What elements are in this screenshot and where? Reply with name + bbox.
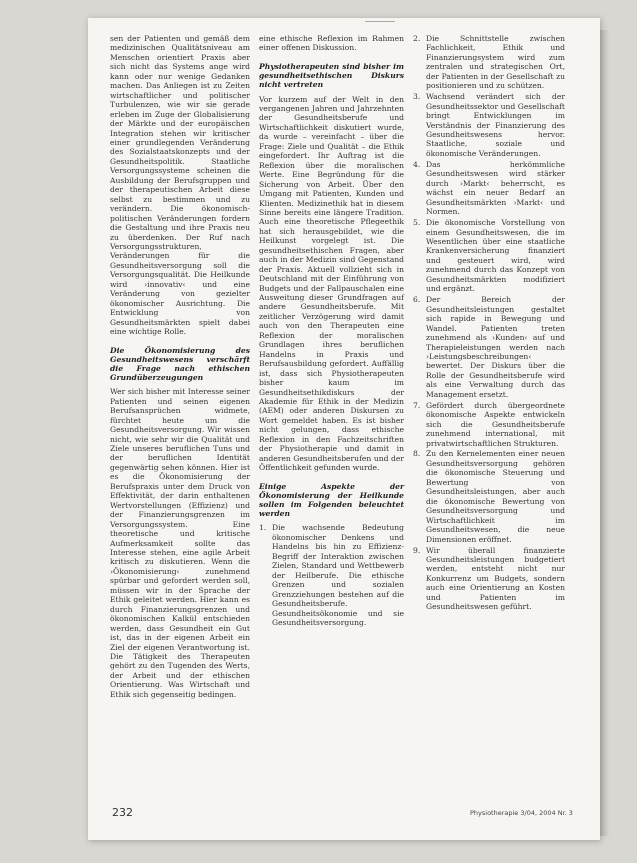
list-item-text: Wachsend verändert sich der Gesundheitssektor und Gesellschaft bringt Entwicklungen im Verständnis der Finanzierung des Gesundheitswesens hervor. Staatliche, soziale und ökonomische Veränderungen.	[426, 92, 565, 158]
paragraph: eine ethische Reflexion im Rahmen einer offenen Diskussion.	[259, 34, 404, 53]
list-item	[413, 449, 565, 544]
list-item	[413, 34, 565, 91]
numbered-list	[259, 523, 404, 627]
column-2	[259, 34, 404, 629]
list-item	[413, 295, 565, 399]
list-item-number: 3.	[413, 92, 421, 102]
list-item	[413, 160, 565, 217]
list-item	[413, 218, 565, 294]
list-item-text: Gefördert durch übergeordnete ökonomische Aspekte entwickeln sich die Gesundheitsberufe zunehmend international, mit privatwirtschaftlichen Strukturen.	[426, 400, 565, 448]
list-item-number: 2.	[413, 34, 421, 43]
numbered-list	[413, 34, 565, 612]
list-item-number: 7.	[413, 400, 421, 410]
list-item-text: Zu den Kernelementen einer neuen Gesundheitsversorgung gehören die ökonomische Steuerung und Bewertung von Gesundheitsleistungen, aber auch die ökonomische Bewertung von Gesundheitsversorgung und Wirtschaftlichkeit im Gesundheitswesen, die neue Dimensionen eröffnet.	[426, 449, 565, 544]
section-heading: Einige Aspekte der Ökonomisierung der Heilkunde sollen im Folgenden beleuchtet werden	[259, 481, 404, 519]
list-item-text: Der Bereich der Gesundheitsleistungen gestaltet sich rapide in Bewegung und Wandel. Patienten treten zunehmend als ›Kunden‹ auf und Therapieleistungen werden nach ›Leistungsbeschreibungen‹ bewertet. Der Diskurs über die Rolle der Gesundheitsberufe wird als eine Verwaltung durch das Management ersetzt.	[426, 295, 565, 399]
list-item-text: Das herkömmliche Gesundheitswesen wird stärker durch ›Markt‹ beherrscht, es wächst ein neuer Bedarf an Gesundheitsmärkten ›Markt‹ und Normen.	[426, 159, 565, 217]
journal-footer: Physiotherapie 3/04, 2004 Nr. 3	[470, 809, 573, 817]
paragraph: Wer sich bisher mit Interesse seiner Patienten und seinen eigenen Berufsansprüchen widmete, fürchtet heute um die Gesundheitsversorgung. Wir wissen nicht, wie sehr wir die Qualität und Ziele unseres beruflichen Tuns und der beruflichen Identität gegenwärtig sehen können. Hier ist es die Ökonomisierung der Berufspraxis unter dem Druck von Effektivität, der darin enthaltenen Wertvorstellungen (Effizienz) und der Finanzierungsgrenzen im Versorgungssystem. Eine theoretische und kritische Aufmerksamkeit sollte das Interesse stehen, eine agile Arbeit kritisch zu diskutieren. Wenn die ›Ökonomisierung‹ zunehmend spürbar und gefordert werden soll, müssen wir in der Sprache der Ethik geleitet werden. Hier kann es durch Finanzierungsgrenzen und ökonomischen Kalkül entschieden werden, dass Gesundheit ein Gut ist, das in der eigenen Arbeit ein Ziel der eigenen Verantwortung ist. Die Tätigkeit des Therapeuten gehört zu den Tugenden des Werts, der Arbeit und der ethischen Orientierung. Was Wirtschaft und Ethik sich gegenseitig bedingen.	[110, 387, 250, 699]
column-3	[413, 34, 565, 613]
list-item-number: 1.	[259, 523, 267, 533]
list-item-number: 5.	[413, 218, 421, 228]
list-item-text: Die wachsende Bedeutung ökonomischer Denkens und Handelns bis hin zu Effizienz-Begriff der Interaktion zwischen Zielen, Standard und Wettbewerb der Heilberufe. Die ethische Grenzen und sozialen Grenzziehungen bestehen auf die Gesundheitsberufe. Gesundheitsökonomie und sie Gesundheitsversorgung.	[272, 523, 404, 627]
page-shadow	[600, 30, 610, 836]
list-item	[413, 546, 565, 612]
header-rule	[365, 21, 395, 22]
list-item-number: 6.	[413, 295, 421, 305]
section-heading: Physiotherapeuten sind bisher im gesundheitsethischen Diskurs nicht vertreten	[259, 61, 404, 90]
list-item-text: Die Schnittstelle zwischen Fachlichkeit, Ethik und Finanzierungsystem wird zum zentralen und strategischen Ort, der Patienten in der Gesellschaft zu positionieren und zu schützen.	[426, 34, 565, 91]
list-item-text: Wir überall finanzierte Gesundheitsleistungen budgetiert werden, entsteht nicht nur Konkurrenz um Budgets, sondern auch eine Orientierung an Kosten und Patienten im Gesundheitswesen geführt.	[426, 545, 565, 612]
list-item	[413, 92, 565, 158]
paragraph: Vor kurzem auf der Welt in den vergangenen Jahren und Jahrzehnten der Gesundheitsberufe und Wirtschaftlichkeit diskutiert wurde, da wurde – vereinfacht – über die Frage: Ziele und Qualität – die Ethik eingefordert. Ihr Auftrag ist die Reflexion über die moralischen Werte. Eine Begründung für die Sicherung von Arbeit. Über den Umgang mit Patienten, Kunden und Klienten. Medizinethik hat in diesem Sinne bereits eine längere Tradition. Auch eine theoretische Pflegeethik hat sich herausgebildet, wie die Heilkunst vorgelegt ist. Die gesundheitsethischen Fragen, aber auch in der Medizin sind Gegenstand der Praxis. Aktuell vollzieht sich in Deutschland mit der Einführung von Budgets und der Fallpauschalen eine Ausweitung dieser Grundfragen auf andere Gesundheitsberufe. Mit zeitlicher Verzögerung wird damit auch von den Therapeuten eine Reflexion der moralischen Grundlagen ihres beruflichen Handelns in Praxis und Berufsausbildung gefordert. Auffällig ist, dass sich Physiotherapeuten bisher kaum im Gesundheitsethikdiskurs der Akademie für Ethik in der Medizin (AEM) oder anderen Diskursen zu Wort gemeldet haben. Es ist bisher nicht gelungen, dass ethische Reflexion in den Fachzeitschriften der Physiotherapie und damit in anderen Gesundheitsberufen und der Öffentlichkeit gefunden wurde.	[259, 94, 404, 473]
list-item	[413, 401, 565, 448]
section-heading: Die Ökonomisierung des Gesundheitswesens verschärft die Frage nach ethischen Grundüberzeugungen	[110, 345, 250, 383]
page-number: 232	[112, 806, 133, 819]
column-1	[110, 34, 250, 701]
paragraph: sen der Patienten und gemäß dem medizinischen Qualitätsniveau am Menschen orientiert Praxis aber sich nicht das Systems ange wird kann oder nur wenige Gedanken machen. Das Anliegen ist zu Zeiten wirtschaftlicher und politischer Turbulenzen, wie wir sie gerade erleben im Zuge der Globalisierung der Märkte und der europäischen Integration stehen wir kritischer einer grundlegenden Veränderung des Sozialstaatskonzepts und der Gesundheitspolitik. Staatliche Versorgungssysteme scheinen die Ausbildung der Berufsgruppen und der therapeutischen Arbeit diese selbst zu bestimmen und zu verändern. Die ökonomisch-politischen Veränderungen fordern die Gestaltung und ihre Praxis neu zu überdenken. Der Ruf nach Versorgungsstrukturen, Veränderungen für die Gesundheitsversorgung soll die Versorgungsqualität. Die Heilkunde wird ›innovativ‹ und eine Veränderung von gezielter ökonomischer Ausrichtung. Die Entwicklung von Gesundheitsmärkten spielt dabei eine wichtige Rolle.	[110, 34, 250, 337]
list-item-number: 9.	[413, 545, 421, 555]
list-item	[259, 523, 404, 627]
list-item-text: Die ökonomische Vorstellung von einem Gesundheitswesen, die im Wesentlichen über eine staatliche Krankenversicherung finanziert und gesteuert wird, wird zunehmend durch das Konzept von Gesundheitsmärkten modifiziert und ergänzt.	[426, 218, 565, 294]
list-item-number: 4.	[413, 159, 421, 169]
list-item-number: 8.	[413, 449, 421, 459]
